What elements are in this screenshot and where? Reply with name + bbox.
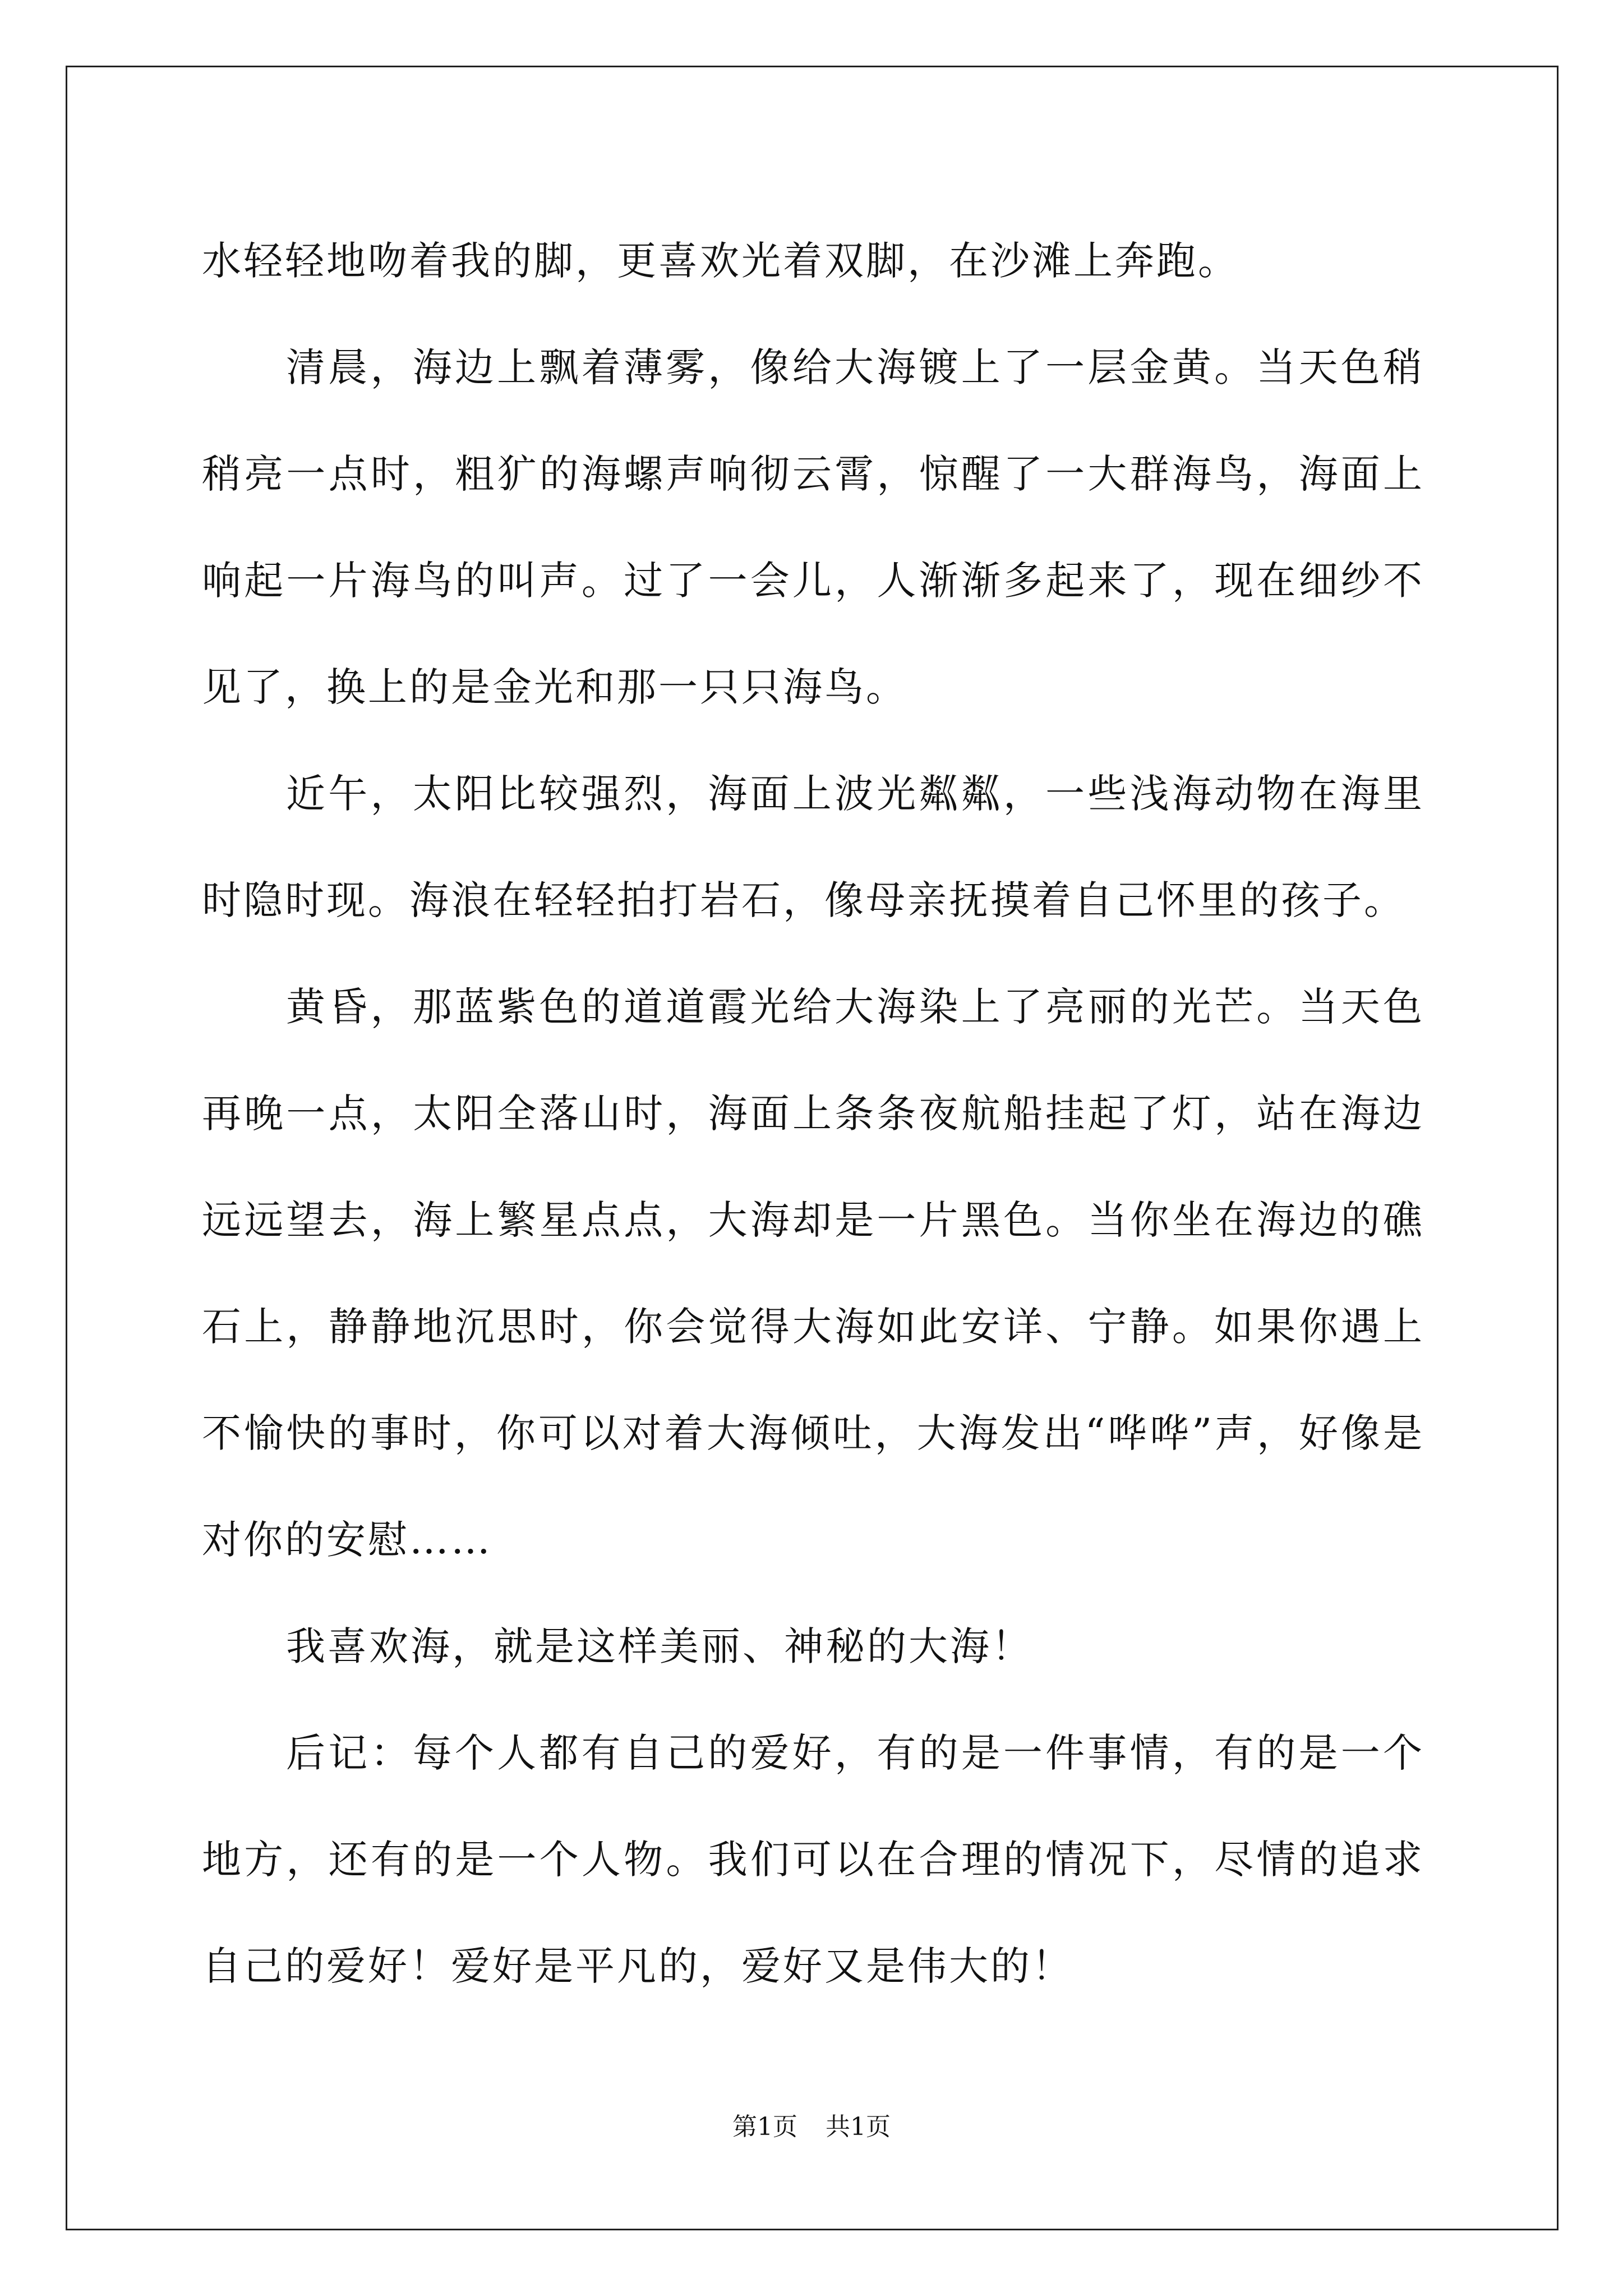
paragraph-3: 近午，太阳比较强烈，海面上波光粼粼，一些浅海动物在海里时隐时现。海浪在轻轻拍打岩石，像母亲抚摸着自己怀里的孩子。 (202, 771, 1424, 923)
page-number-total: 共1页 (826, 2113, 891, 2141)
page-footer (0, 2110, 1623, 2144)
paragraph-6: 后记：每个人都有自己的爱好，有的是一件事情，有的是一个地方，还有的是一个人物。我们可以在合理的情况下，尽情的追求自己的爱好！爱好是平凡的，爱好又是伟大的！ (202, 1730, 1424, 1989)
paragraph-4: 黄昏，那蓝紫色的道道霞光给大海染上了亮丽的光芒。当天色再晚一点，太阳全落山时，海面上条条夜航船挂起了灯，站在海边远远望去，海上繁星点点，大海却是一片黑色。当你坐在海边的礁石上，静静地沉思时，你会觉得大海如此安详、宁静。如果你遇上不愉快的事时，你可以对着大海倾吐，大海发出“哗哗”声，好像是对你的安慰…… (202, 984, 1424, 1563)
page-number-current: 第1页 (732, 2113, 797, 2141)
paragraph-5: 我喜欢海，就是这样美丽、神秘的大海！ (286, 1623, 1033, 1669)
paragraph-1: 水轻轻地吻着我的脚，更喜欢光着双脚，在沙滩上奔跑。 (202, 238, 1239, 284)
paragraph-2: 清晨，海边上飘着薄雾，像给大海镀上了一层金黄。当天色稍稍亮一点时，粗犷的海螺声响彻云霄，惊醒了一大群海鸟，海面上响起一片海鸟的叫声。过了一会儿，人渐渐多起来了，现在细纱不见了，换上的是金光和那一只只海鸟。 (202, 344, 1424, 710)
document-body (202, 208, 1424, 2019)
